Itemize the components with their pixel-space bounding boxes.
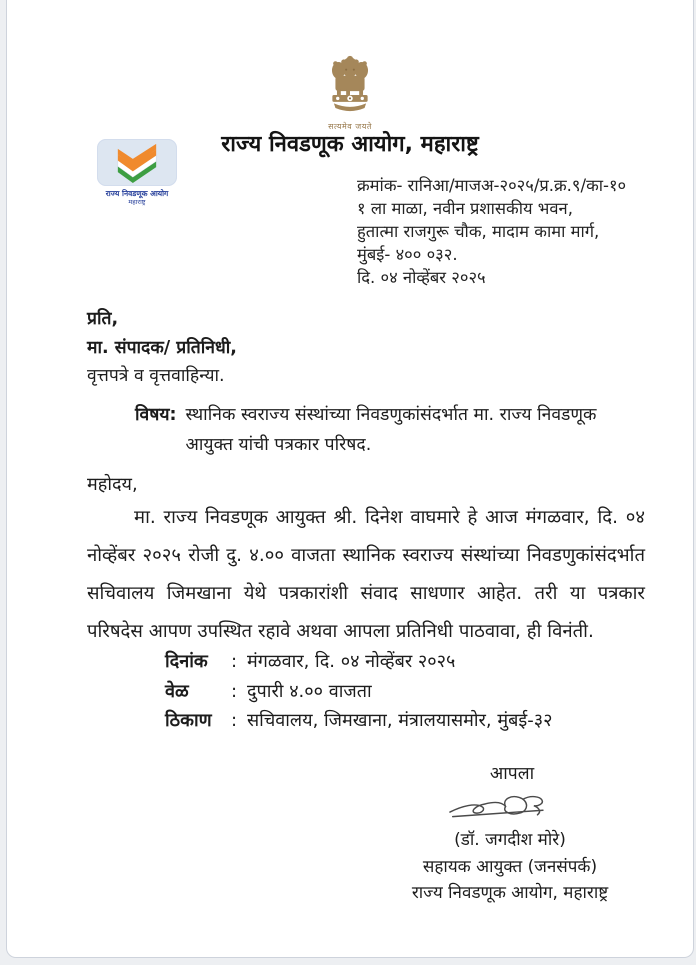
- address-line: मुंबई- ४०० ०३२.: [357, 245, 458, 264]
- subject-block: [135, 400, 645, 460]
- address-line: हुतात्मा राजगुरू चौक, मादाम कामा मार्ग,: [357, 222, 600, 241]
- address-line: १ ला माळा, नवीन प्रशासकीय भवन,: [357, 199, 573, 218]
- detail-label-venue: ठिकाण: [165, 710, 212, 731]
- emblem-caption: सत्यमेव जयते: [328, 122, 372, 131]
- recipient-to: मा. संपादक/ प्रतिनिधी,: [87, 337, 237, 358]
- detail-colon: :: [231, 651, 238, 672]
- signature-icon: [445, 792, 557, 827]
- reference-block: [357, 174, 626, 289]
- sec-logo-icon: [97, 139, 177, 186]
- body-paragraph: मा. राज्य निवडणूक आयुक्त श्री. दिनेश वाघमारे हे आज मंगळवार, दि. ०४ नोव्हेंबर २०२५ रोजी दु. ४.०० वाजता स्थानिक स्वराज्य संस्थांच्या निवडणुकांसंदर्भात सचिवालय जिमखाना येथे पत्रकारांशी संवाद साधणार आहेत. तरी या पत्रकार परिषदेस आपण उपस्थित रहावे अथवा आपला प्रतिनिधी पाठवावा, ही विनंती.: [87, 507, 645, 642]
- signatory-block: [375, 827, 645, 907]
- sec-logo-subtext: महाराष्ट्र: [128, 198, 146, 206]
- signatory-org: राज्य निवडणूक आयोग, महाराष्ट्र: [411, 883, 609, 903]
- detail-colon: :: [231, 680, 238, 702]
- ashoka-emblem-icon: [327, 101, 373, 120]
- recipient-salutation: प्रति,: [87, 309, 119, 329]
- greeting: महोदय,: [87, 474, 138, 495]
- signatory-designation: सहायक आयुक्त (जनसंपर्क): [422, 856, 598, 877]
- recipient-org: वृत्तपत्रे व वृत्तवाहिन्या.: [87, 366, 225, 386]
- detail-value-date: मंगळवार, दि. ०४ नोव्हेंबर २०२५: [247, 651, 456, 672]
- sec-logo: [93, 139, 181, 206]
- reference-number: क्रमांक- रानिआ/माजअ-२०२५/प्र.क्र.९/का-१०: [357, 176, 627, 195]
- signatory-name: (डॉ. जगदीश मोरे): [454, 830, 566, 850]
- header-emblem: [7, 54, 693, 132]
- detail-label-date: दिनांक: [165, 651, 208, 672]
- page-title: राज्य निवडणूक आयोग, महाराष्ट्र: [221, 132, 479, 157]
- subject-label: विषय:: [135, 405, 177, 425]
- detail-colon: :: [231, 710, 238, 731]
- closing-word: आपला: [489, 764, 535, 784]
- detail-value-time: दुपारी ४.०० वाजता: [247, 680, 372, 702]
- letter-page: [6, 0, 694, 958]
- event-details: [165, 647, 552, 736]
- recipient-block: [87, 305, 237, 391]
- sec-logo-text: राज्य निवडणूक आयोग: [105, 189, 169, 198]
- letter-date: दि. ०४ नोव्हेंबर २०२५: [357, 268, 486, 287]
- detail-label-time: वेळ: [165, 680, 189, 702]
- detail-value-venue: सचिवालय, जिमखाना, मंत्रालयासमोर, मुंबई-३२: [247, 710, 553, 731]
- subject-text: स्थानिक स्वराज्य संस्थांच्या निवडणुकांसंदर्भात मा. राज्य निवडणूक आयुक्त यांची पत्रकार परिषद.: [185, 405, 597, 455]
